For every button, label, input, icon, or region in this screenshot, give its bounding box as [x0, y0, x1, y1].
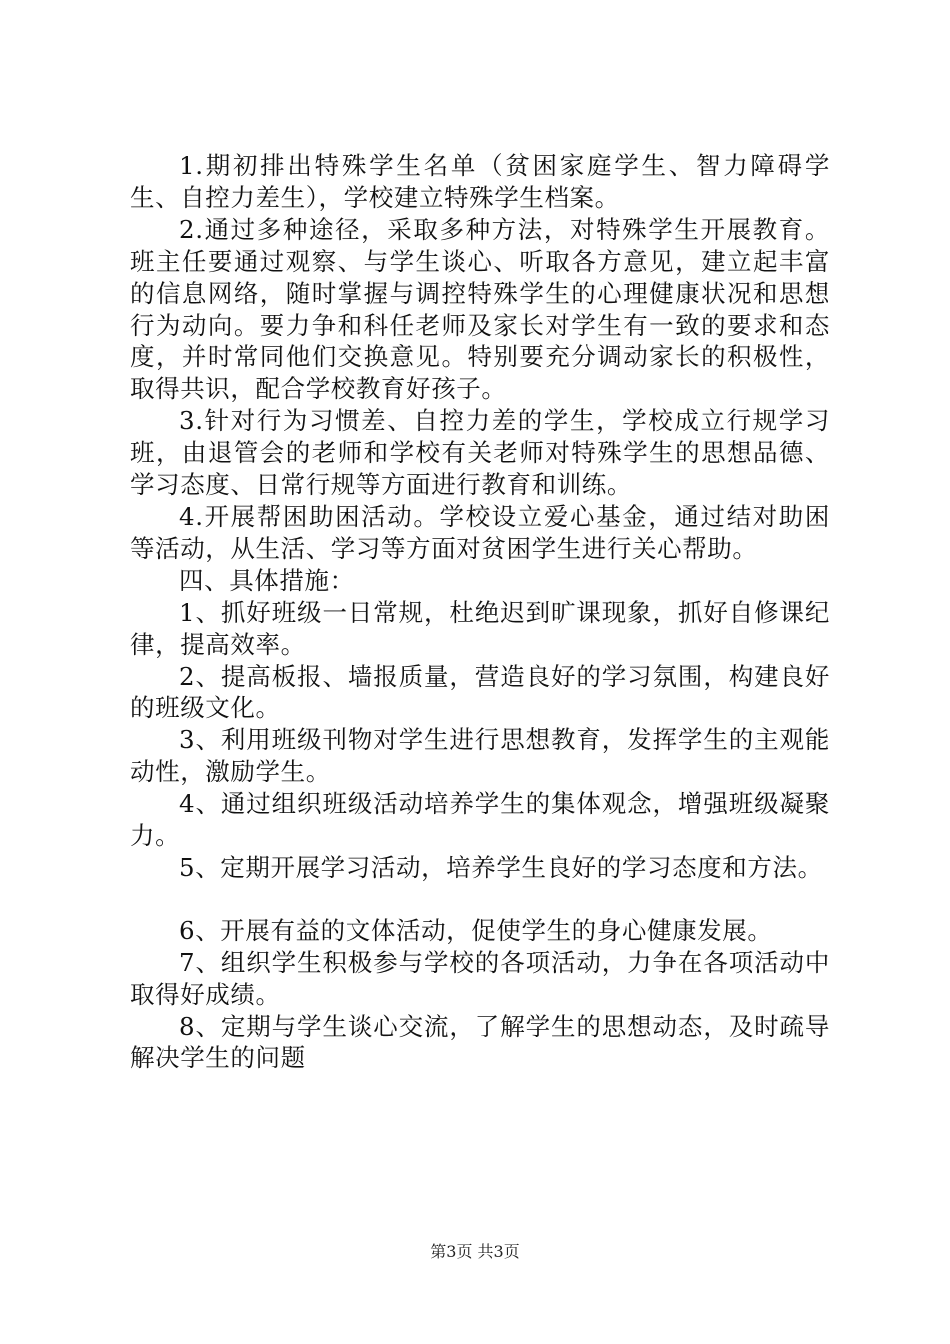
measure-item-5: 5、定期开展学习活动，培养学生良好的学习态度和方法。	[179, 852, 823, 882]
paragraph-behavior-class: 3.针对行为习惯差、自控力差的学生，学校成立行规学习班，由退管会的老师和学校有关老师对特殊学生的思想品德、学习态度、日常行规等方面进行教育和训练。	[130, 406, 830, 500]
paragraph-education-approaches: 2.通过多种途径，采取多种方法，对特殊学生开展教育。班主任要通过观察、与学生谈心、听取各方意见，建立起丰富的信息网络，随时掌握与调控特殊学生的心理健康状况和思想行为动向。要力争和科任老师及家长对学生有一致的要求和态度，并时常同他们交换意见。特别要充分调动家长的积极性，取得共识，配合学校教育好孩子。	[130, 214, 830, 404]
section-heading-measures: 四、具体措施：	[179, 565, 355, 595]
measure-item-4: 4、通过组织班级活动培养学生的集体观念，增强班级凝聚力。	[130, 789, 830, 851]
paragraph-special-students-list: 1.期初排出特殊学生名单（贫困家庭学生、智力障碍学生、自控力差生），学校建立特殊学生档案。	[130, 151, 830, 212]
page-footer: 第3页 共3页	[430, 1242, 520, 1261]
measure-item-6: 6、开展有益的文体活动，促使学生的身心健康发展。	[179, 915, 773, 945]
measure-item-2: 2、提高板报、墙报质量，营造良好的学习氛围，构建良好的班级文化。	[130, 661, 830, 723]
measure-item-7: 7、组织学生积极参与学校的各项活动，力争在各项活动中取得好成绩。	[130, 947, 830, 1009]
measure-item-8: 8、定期与学生谈心交流，了解学生的思想动态，及时疏导解决学生的问题	[130, 1011, 830, 1073]
document-body	[130, 150, 830, 1074]
measure-item-1: 1、抓好班级一日常规，杜绝迟到旷课现象，抓好自修课纪律，提高效率。	[130, 597, 830, 659]
paragraph-poverty-assistance: 4.开展帮困助困活动。学校设立爱心基金，通过结对助困等活动，从生活、学习等方面对贫困学生进行关心帮助。	[130, 501, 830, 563]
paragraph-spacer	[130, 884, 830, 915]
measure-item-3: 3、利用班级刊物对学生进行思想教育，发挥学生的主观能动性，激励学生。	[130, 725, 830, 787]
